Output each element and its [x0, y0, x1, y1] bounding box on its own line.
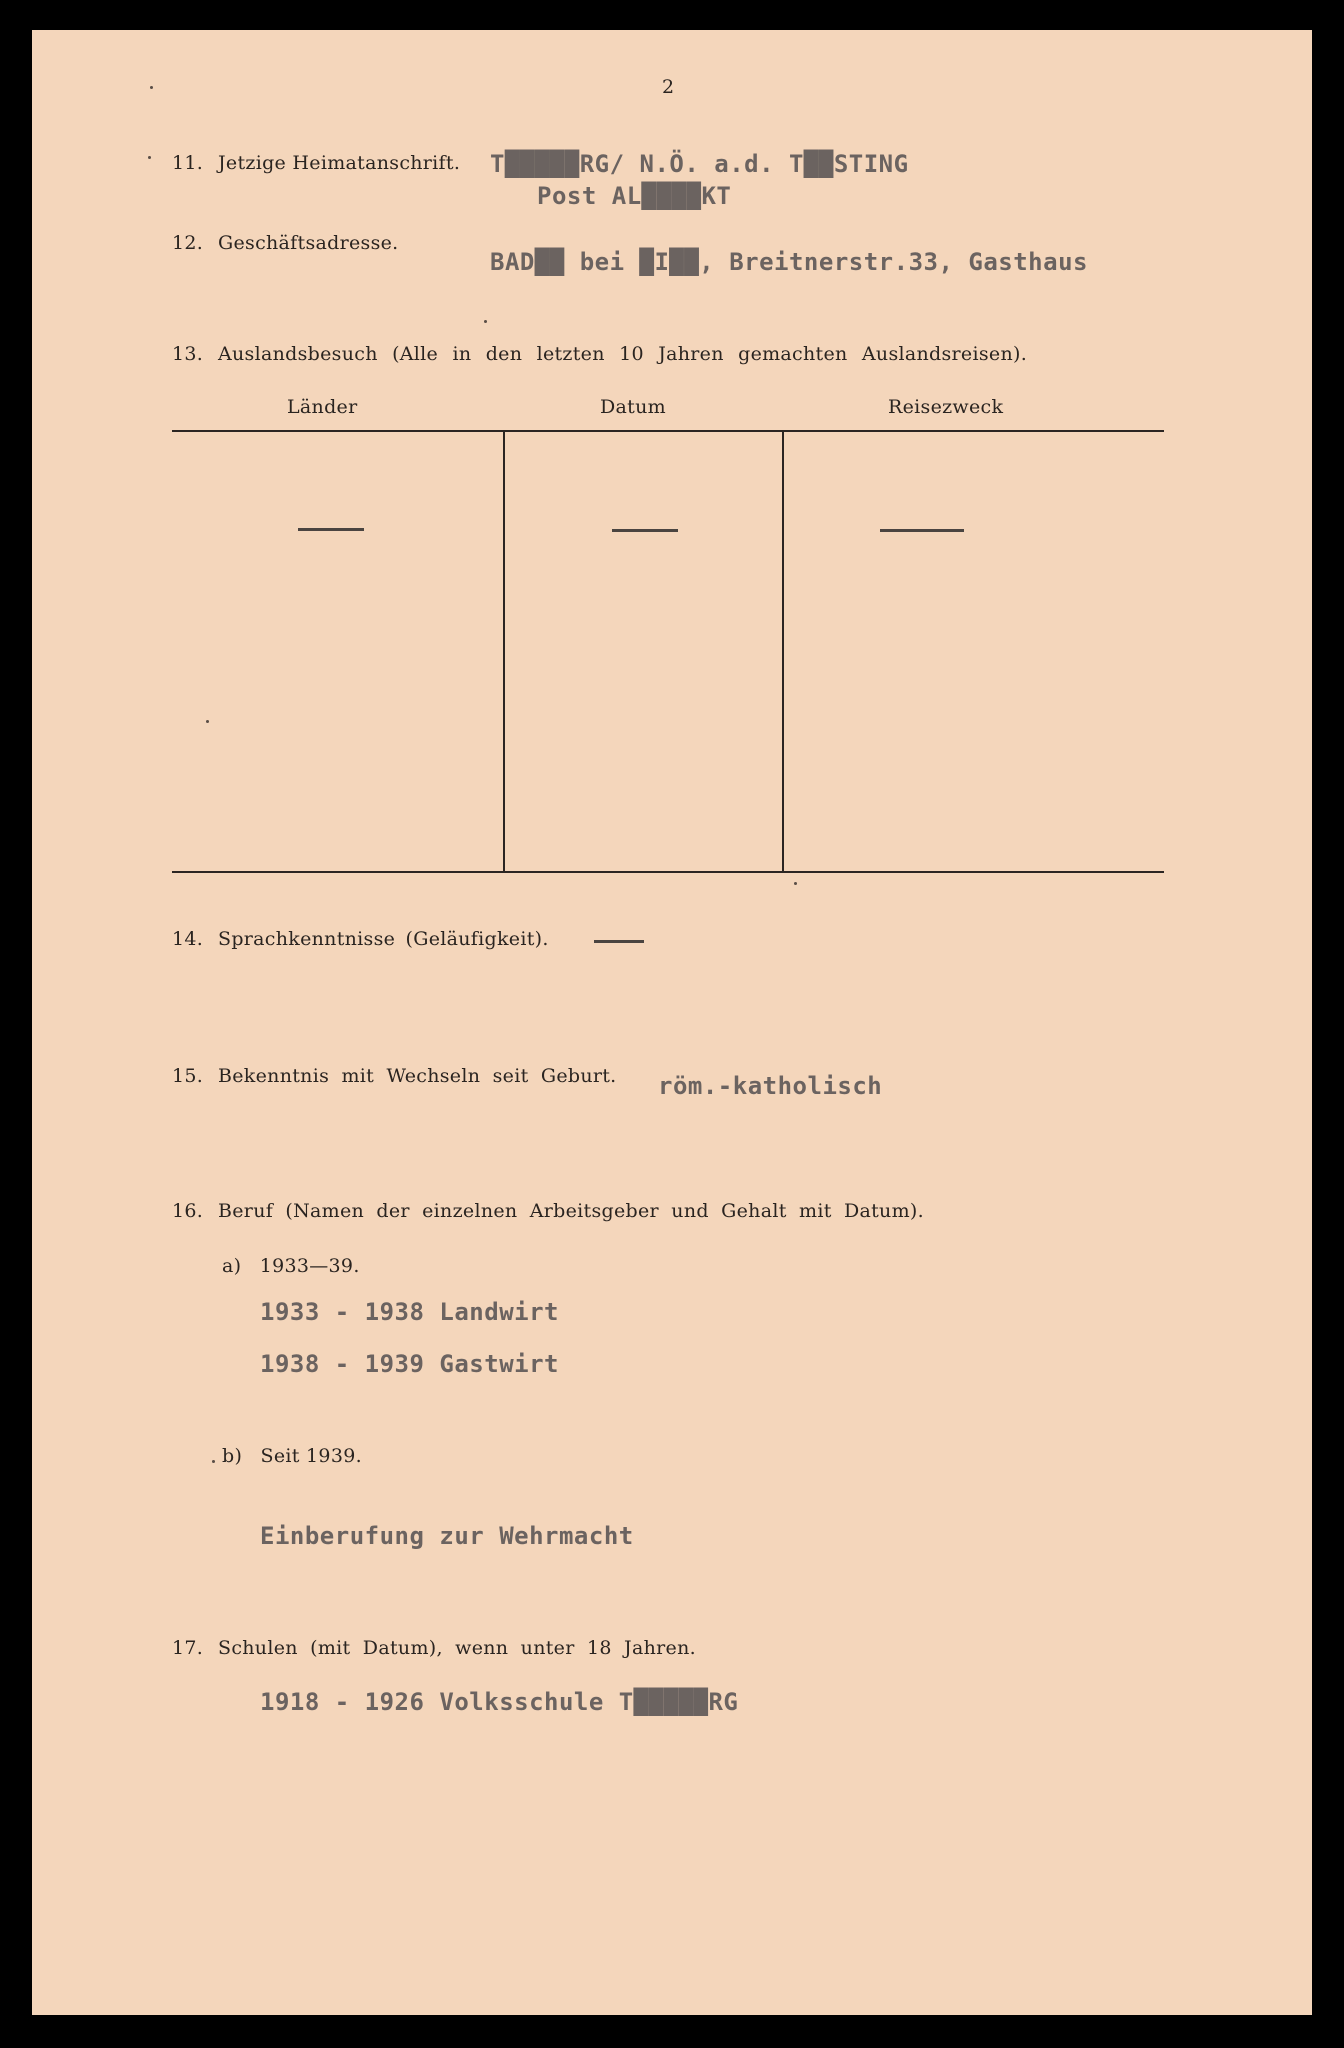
document-page	[32, 30, 1312, 2015]
paper-speck	[206, 720, 209, 723]
item-11-label: Jetzige Heimatanschrift.	[218, 152, 461, 174]
table-cell-laender-dash	[298, 528, 364, 531]
item-16-b-period: Seit 1939.	[260, 1445, 362, 1467]
item-16-a-entry-1: 1933 - 1938 Landwirt	[260, 1298, 559, 1326]
item-15	[172, 1065, 617, 1087]
item-16	[172, 1200, 924, 1222]
item-13	[172, 343, 1054, 365]
item-15-value: röm.-katholisch	[658, 1072, 883, 1100]
table-header-datum: Datum	[600, 396, 666, 418]
paper-speck	[484, 320, 487, 323]
table-divider-1	[503, 432, 505, 871]
item-11-value-line2: Post AL████KT	[537, 182, 732, 210]
item-11	[172, 152, 460, 174]
paper-speck	[212, 1460, 215, 1463]
item-17-label: Schulen (mit Datum), wenn unter 18 Jahren.	[218, 1637, 696, 1659]
page-number: 2	[662, 76, 675, 98]
item-16-a	[222, 1255, 360, 1277]
item-16-b-label: b)	[222, 1445, 243, 1467]
item-14-value-dash	[594, 940, 644, 943]
paper-speck	[150, 86, 153, 89]
item-14-number: 14.	[172, 928, 204, 950]
item-16-label: Beruf (Namen der einzelnen Arbeitsgeber und Gehalt mit Datum).	[218, 1200, 924, 1222]
item-16-number: 16.	[172, 1200, 204, 1222]
table-divider-2	[782, 432, 784, 871]
paper-speck	[148, 156, 151, 159]
item-12-value: BAD██ bei █I██, Breitnerstr.33, Gasthaus	[490, 248, 1088, 276]
item-16-a-label: a)	[222, 1255, 242, 1277]
table-header-laender: Länder	[287, 396, 358, 418]
item-16-a-entry-2: 1938 - 1939 Gastwirt	[260, 1350, 559, 1378]
item-12	[172, 232, 399, 254]
table-header-reisezweck: Reisezweck	[888, 396, 1004, 418]
item-15-label: Bekenntnis mit Wechseln seit Geburt.	[218, 1065, 617, 1087]
item-11-value-line1: T█████RG/ N.Ö. a.d. T██STING	[490, 150, 909, 178]
item-13-number: 13.	[172, 343, 204, 365]
item-12-number: 12.	[172, 232, 204, 254]
item-17-number: 17.	[172, 1637, 204, 1659]
item-16-a-period: 1933—39.	[259, 1255, 360, 1277]
item-11-number: 11.	[172, 152, 204, 174]
paper-speck	[794, 882, 797, 885]
table-cell-reisezweck-dash	[880, 529, 964, 532]
item-14	[172, 928, 549, 950]
table-cell-datum-dash	[612, 529, 678, 532]
item-14-label: Sprachkenntnisse (Geläufigkeit).	[218, 928, 549, 950]
item-13-label: Auslandsbesuch (Alle in den letzten 10 Jahren gemachten Auslandsreisen).	[218, 343, 1028, 365]
item-16-b-entry: Einberufung zur Wehrmacht	[260, 1522, 634, 1550]
item-17-value: 1918 - 1926 Volksschule T█████RG	[260, 1688, 739, 1716]
item-16-b	[222, 1445, 362, 1467]
item-12-label: Geschäftsadresse.	[218, 232, 399, 254]
table-top-rule	[172, 430, 1164, 432]
item-15-number: 15.	[172, 1065, 204, 1087]
table-bottom-rule	[172, 871, 1164, 873]
item-17	[172, 1637, 696, 1659]
